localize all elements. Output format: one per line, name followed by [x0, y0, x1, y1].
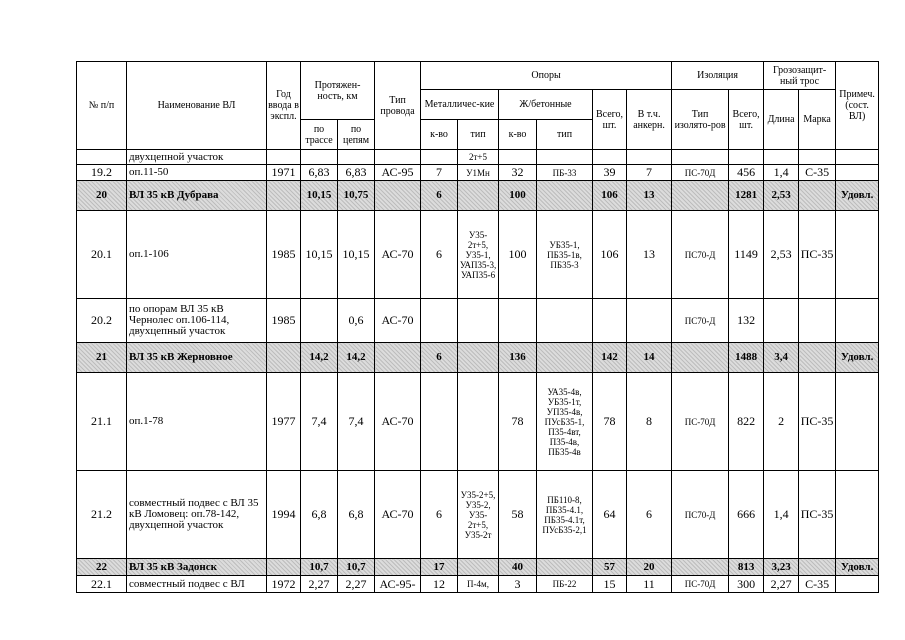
table-cell: 12	[421, 576, 458, 593]
table-cell: УБ35-1, ПБ35-1в, ПБ35-3	[537, 211, 593, 299]
table-cell	[267, 181, 301, 211]
table-cell	[672, 559, 729, 576]
table-cell	[836, 150, 879, 165]
table-cell	[375, 343, 421, 373]
table-cell: 7,4	[301, 373, 338, 471]
table-cell: 20.2	[77, 299, 127, 343]
table-cell	[77, 150, 127, 165]
table-cell: ПБ110-8, ПБ35-4.1, ПБ35-4.1т, ПУсБ35-2,1	[537, 471, 593, 559]
table-cell: 6	[421, 471, 458, 559]
table-cell: Удовл.	[836, 559, 879, 576]
table-cell: 1149	[729, 211, 764, 299]
table-cell: 1,4	[764, 165, 799, 181]
table-cell: 136	[499, 343, 537, 373]
table-cell: 822	[729, 373, 764, 471]
table-cell	[672, 181, 729, 211]
table-cell: 6,83	[301, 165, 338, 181]
table-cell: 142	[593, 343, 627, 373]
table-cell: ПС-70Д	[672, 165, 729, 181]
table-cell: ПБ-33	[537, 165, 593, 181]
table-cell: 58	[499, 471, 537, 559]
table-cell: оп.1-78	[127, 373, 267, 471]
table-cell: П-4м,	[458, 576, 499, 593]
table-cell: 17	[421, 559, 458, 576]
table-cell	[375, 559, 421, 576]
header-note: Примеч. (сост. ВЛ)	[836, 62, 879, 150]
table-cell	[499, 150, 537, 165]
table-cell: Удовл.	[836, 181, 879, 211]
table-cell: 106	[593, 211, 627, 299]
table-cell: Удовл.	[836, 343, 879, 373]
table-cell: 2,27	[338, 576, 375, 593]
table-cell: 14	[627, 343, 672, 373]
table-cell: С-35	[799, 576, 836, 593]
table-cell: двухцепной участок	[127, 150, 267, 165]
table-cell	[836, 576, 879, 593]
table-cell: 39	[593, 165, 627, 181]
header-ins-total: Всего, шт.	[729, 90, 764, 150]
table-cell	[267, 343, 301, 373]
table-cell: У1Мн	[458, 165, 499, 181]
table-row	[77, 211, 879, 299]
table-cell: 1488	[729, 343, 764, 373]
table-cell: 0,6	[338, 299, 375, 343]
table-cell	[799, 299, 836, 343]
table-cell: 1,4	[764, 471, 799, 559]
table-cell: 10,15	[338, 211, 375, 299]
table-cell: 19.2	[77, 165, 127, 181]
table-cell	[458, 299, 499, 343]
table-cell: 21.1	[77, 373, 127, 471]
header-cable: Грозозащит-ный трос	[764, 62, 836, 90]
table-cell: 10,7	[338, 559, 375, 576]
table-cell: ПС-35	[799, 471, 836, 559]
header-concrete-type: тип	[537, 120, 593, 150]
table-cell	[764, 299, 799, 343]
table-cell: 1281	[729, 181, 764, 211]
table-row	[77, 576, 879, 593]
table-cell	[499, 299, 537, 343]
header-name: Наименование ВЛ	[127, 62, 267, 150]
table-cell	[799, 559, 836, 576]
table-cell: 2,27	[764, 576, 799, 593]
table-cell: 13	[627, 181, 672, 211]
table-cell: 21.2	[77, 471, 127, 559]
table-cell: 14,2	[301, 343, 338, 373]
header-ins-type: Тип изолято-ров	[672, 90, 729, 150]
table-cell	[421, 150, 458, 165]
table-cell: У35-2+5, У35-2, У35-2т+5, У35-2т	[458, 471, 499, 559]
table-cell: 456	[729, 165, 764, 181]
header-supports: Опоры	[421, 62, 672, 90]
table-cell: 6	[421, 181, 458, 211]
header-total: Всего, шт.	[593, 90, 627, 150]
table-cell	[537, 559, 593, 576]
header-concrete-count: к-во	[499, 120, 537, 150]
header-concrete: Ж/бетонные	[499, 90, 593, 120]
header-anchor: В т.ч. анкерн.	[627, 90, 672, 150]
table-cell: С-35	[799, 165, 836, 181]
table-cell: 40	[499, 559, 537, 576]
table-cell: 57	[593, 559, 627, 576]
table-cell: 6,8	[301, 471, 338, 559]
table-cell: 2,53	[764, 211, 799, 299]
table-cell: ПС-70Д	[672, 373, 729, 471]
table-row	[77, 299, 879, 343]
power-lines-table	[76, 61, 879, 593]
table-cell: 78	[593, 373, 627, 471]
table-cell: 10,15	[301, 211, 338, 299]
header-metal: Металличес-кие	[421, 90, 499, 120]
table-cell: 100	[499, 211, 537, 299]
table-cell	[301, 150, 338, 165]
table-cell	[627, 299, 672, 343]
table-cell: ПС-70Д	[672, 576, 729, 593]
table-cell: 6	[627, 471, 672, 559]
table-cell	[836, 211, 879, 299]
table-cell: 32	[499, 165, 537, 181]
table-cell	[627, 150, 672, 165]
header-num: № п/п	[77, 62, 127, 150]
table-cell	[593, 299, 627, 343]
header-wire: Тип провода	[375, 62, 421, 150]
header-metal-count: к-во	[421, 120, 458, 150]
table-cell: 14,2	[338, 343, 375, 373]
table-cell: УА35-4в, УБ35-1т, УП35-4в, ПУсБ35-1, П35-4вт, П35-4в, ПБ35-4в	[537, 373, 593, 471]
table-cell: 78	[499, 373, 537, 471]
table-cell	[537, 299, 593, 343]
table-cell	[458, 343, 499, 373]
table-cell	[458, 181, 499, 211]
table-row	[77, 150, 879, 165]
table-row	[77, 165, 879, 181]
table-cell: 22.1	[77, 576, 127, 593]
table-cell: 1971	[267, 165, 301, 181]
table-cell: 13	[627, 211, 672, 299]
table-cell: 6	[421, 343, 458, 373]
table-cell: АС-70	[375, 211, 421, 299]
table-cell: ПС70-Д	[672, 299, 729, 343]
table-cell: 11	[627, 576, 672, 593]
header-cable-len: Длина	[764, 90, 799, 150]
table-cell: 666	[729, 471, 764, 559]
table-cell	[729, 150, 764, 165]
table-cell	[537, 343, 593, 373]
table-cell: АС-95-	[375, 576, 421, 593]
table-cell: 300	[729, 576, 764, 593]
table-row	[77, 373, 879, 471]
table-cell: АС-70	[375, 471, 421, 559]
table-cell: 10,7	[301, 559, 338, 576]
table-cell: 22	[77, 559, 127, 576]
table-cell: ПС-35	[799, 211, 836, 299]
table-cell: ПБ-22	[537, 576, 593, 593]
table-cell	[375, 150, 421, 165]
table-cell	[836, 165, 879, 181]
table-cell: 6,83	[338, 165, 375, 181]
table-cell: 3,23	[764, 559, 799, 576]
table-cell: 6,8	[338, 471, 375, 559]
table-cell: 132	[729, 299, 764, 343]
table-cell: 6	[421, 211, 458, 299]
table-cell: 7	[627, 165, 672, 181]
table-cell: 1985	[267, 299, 301, 343]
table-cell: 20.1	[77, 211, 127, 299]
table-cell: АС-70	[375, 373, 421, 471]
header-cable-mark: Марка	[799, 90, 836, 150]
table-cell	[836, 299, 879, 343]
table-cell	[799, 181, 836, 211]
table-cell: по опорам ВЛ 35 кВ Чернолес оп.106-114, двухцепный участок	[127, 299, 267, 343]
summary-row	[77, 181, 879, 211]
table-cell	[836, 373, 879, 471]
table-cell: 106	[593, 181, 627, 211]
table-cell: 21	[77, 343, 127, 373]
table-cell: оп.11-50	[127, 165, 267, 181]
table-cell: 1972	[267, 576, 301, 593]
table-cell: 3,4	[764, 343, 799, 373]
header-row-1	[77, 62, 879, 90]
table-cell: 10,75	[338, 181, 375, 211]
table-cell: АС-95	[375, 165, 421, 181]
header-year: Год ввода в экспл.	[267, 62, 301, 150]
table-cell: совместный подвес с ВЛ	[127, 576, 267, 593]
table-cell	[537, 150, 593, 165]
table-cell: 8	[627, 373, 672, 471]
table-cell: 2,27	[301, 576, 338, 593]
table-cell: ВЛ 35 кВ Жерновное	[127, 343, 267, 373]
table-cell: 2т+5	[458, 150, 499, 165]
table-cell: 100	[499, 181, 537, 211]
table-cell: 64	[593, 471, 627, 559]
header-metal-type: тип	[458, 120, 499, 150]
table-cell: 1977	[267, 373, 301, 471]
table-cell	[799, 343, 836, 373]
header-insulation: Изоляция	[672, 62, 764, 90]
table-cell	[338, 150, 375, 165]
table-cell: АС-70	[375, 299, 421, 343]
table-cell: ВЛ 35 кВ Дубрава	[127, 181, 267, 211]
table-cell	[537, 181, 593, 211]
table-cell: 1994	[267, 471, 301, 559]
table-cell	[458, 373, 499, 471]
table-cell	[458, 559, 499, 576]
table-cell: 813	[729, 559, 764, 576]
table-cell: ПС-35	[799, 373, 836, 471]
table-cell	[593, 150, 627, 165]
table-cell	[421, 299, 458, 343]
table-cell: 7,4	[338, 373, 375, 471]
table-cell: 7	[421, 165, 458, 181]
table-cell: 10,15	[301, 181, 338, 211]
table-cell: 1985	[267, 211, 301, 299]
table-cell	[764, 150, 799, 165]
table-cell	[799, 150, 836, 165]
table-cell	[672, 150, 729, 165]
header-length-route: по трассе	[301, 120, 338, 150]
table-cell: совместный подвес с ВЛ 35 кВ Ломовец: оп.78-142, двухцепной участок	[127, 471, 267, 559]
document-sheet	[76, 61, 879, 593]
table-cell	[301, 299, 338, 343]
table-cell: 15	[593, 576, 627, 593]
table-cell	[267, 150, 301, 165]
table-cell	[267, 559, 301, 576]
table-cell	[421, 373, 458, 471]
table-cell: 2,53	[764, 181, 799, 211]
table-cell: ВЛ 35 кВ Задонск	[127, 559, 267, 576]
table-cell: 20	[627, 559, 672, 576]
table-row	[77, 471, 879, 559]
table-cell	[672, 343, 729, 373]
table-cell: оп.1-106	[127, 211, 267, 299]
table-cell: 3	[499, 576, 537, 593]
table-cell	[836, 471, 879, 559]
header-length: Протяжен-ность, км	[301, 62, 375, 120]
table-cell: ПС70-Д	[672, 211, 729, 299]
table-cell: ПС70-Д	[672, 471, 729, 559]
summary-row	[77, 343, 879, 373]
table-cell: 2	[764, 373, 799, 471]
table-cell: У35-2т+5, У35-1, УАП35-3, УАП35-6	[458, 211, 499, 299]
table-cell: 20	[77, 181, 127, 211]
header-length-circuit: по цепям	[338, 120, 375, 150]
table-cell	[375, 181, 421, 211]
summary-row	[77, 559, 879, 576]
